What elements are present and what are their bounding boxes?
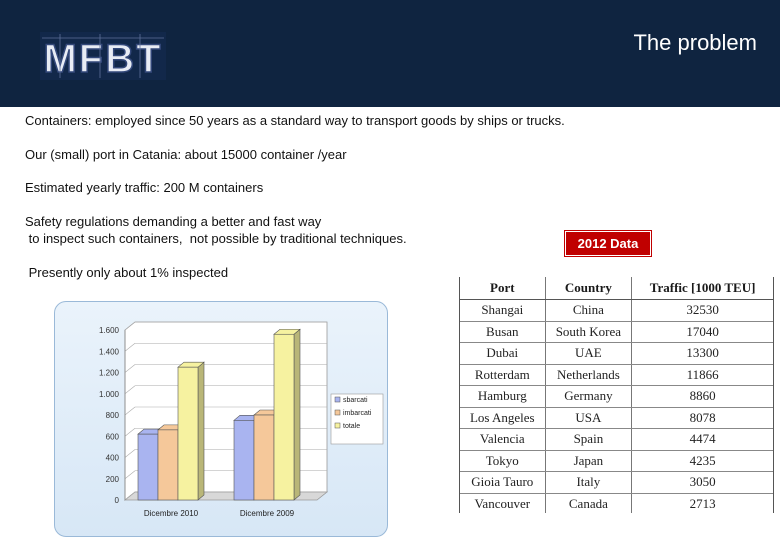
legend-label: imbarcati <box>343 410 372 417</box>
cell-port: Shangai <box>460 300 545 322</box>
cell-traffic: 4235 <box>632 450 773 472</box>
y-tick-label: 0 <box>114 496 119 505</box>
cell-port: Dubai <box>460 343 545 365</box>
text-yearly-traffic: Estimated yearly traffic: 200 M containers <box>25 180 264 195</box>
bar-totale-1 <box>274 334 294 500</box>
svg-text:MFBT: MFBT <box>43 37 163 80</box>
bar-sbarcati-1 <box>234 420 254 500</box>
cell-traffic: 13300 <box>632 343 773 365</box>
bar-sbarcati-0 <box>138 434 158 500</box>
legend-swatch <box>335 410 340 415</box>
table-row <box>460 407 773 429</box>
text-safety-regulations-2: to inspect such containers, not possible by traditional techniques. <box>25 231 407 246</box>
cell-country: USA <box>545 407 632 429</box>
slide-header <box>0 0 780 107</box>
x-category-label: Dicembre 2010 <box>143 509 199 518</box>
table-row <box>460 321 773 343</box>
y-tick-label: 400 <box>105 453 119 463</box>
table-row <box>460 300 773 322</box>
container-traffic-chart <box>54 301 388 537</box>
mfbt-logo <box>40 32 166 80</box>
text-catania-port: Our (small) port in Catania: about 15000 container /year <box>25 147 347 162</box>
text-inspected: Presently only about 1% inspected <box>25 265 229 280</box>
table-row <box>460 493 773 515</box>
cell-country: Canada <box>545 493 632 515</box>
cell-country: Spain <box>545 429 632 451</box>
slide-title: The problem <box>633 30 757 55</box>
cell-traffic: 2713 <box>632 493 773 515</box>
header-port: Port <box>460 277 545 300</box>
legend-label: sbarcati <box>343 397 368 404</box>
legend-swatch <box>335 397 340 402</box>
x-category-label: Dicembre 2009 <box>239 509 295 518</box>
cell-port: Tokyo <box>460 450 545 472</box>
cell-country: Netherlands <box>545 364 632 386</box>
cell-port: Los Angeles <box>460 407 545 429</box>
table-row <box>460 386 773 408</box>
port-traffic-table-wrap <box>459 277 774 515</box>
text-containers: Containers: employed since 50 years as a standard way to transport goods by ships or trucks. <box>25 113 565 128</box>
cell-country: Japan <box>545 450 632 472</box>
table-row <box>460 429 773 451</box>
cell-port: Hamburg <box>460 386 545 408</box>
cell-traffic: 11866 <box>632 364 773 386</box>
bar-totale-0 <box>178 367 198 500</box>
cell-traffic: 32530 <box>632 300 773 322</box>
chart-svg <box>55 302 387 536</box>
y-tick-label: 200 <box>105 474 119 484</box>
table-row <box>460 343 773 365</box>
cell-country: China <box>545 300 632 322</box>
y-tick-label: 1.400 <box>98 347 119 357</box>
cell-traffic: 8860 <box>632 386 773 408</box>
cell-traffic: 17040 <box>632 321 773 343</box>
data-year-badge: 2012 Data <box>565 231 651 256</box>
bar-imbarcati-1 <box>254 415 274 500</box>
table-header-row <box>460 277 773 300</box>
header-traffic: Traffic [1000 TEU] <box>632 277 773 300</box>
table-row <box>460 472 773 494</box>
y-tick-label: 600 <box>105 432 119 442</box>
y-tick-label: 1.000 <box>98 389 119 399</box>
port-traffic-table <box>460 277 773 515</box>
header-country: Country <box>545 277 632 300</box>
cell-traffic: 3050 <box>632 472 773 494</box>
cell-country: UAE <box>545 343 632 365</box>
cell-traffic: 4474 <box>632 429 773 451</box>
y-tick-label: 1.600 <box>98 326 119 335</box>
bar-side <box>294 329 300 500</box>
table-row <box>460 364 773 386</box>
text-safety-regulations-1: Safety regulations demanding a better and fast way <box>25 214 322 229</box>
table-cutoff <box>457 513 780 540</box>
cell-country: Italy <box>545 472 632 494</box>
table-row <box>460 450 773 472</box>
cell-country: South Korea <box>545 321 632 343</box>
cell-port: Vancouver <box>460 493 545 515</box>
legend-swatch <box>335 423 340 428</box>
cell-port: Rotterdam <box>460 364 545 386</box>
cell-traffic: 8078 <box>632 407 773 429</box>
cell-country: Germany <box>545 386 632 408</box>
cell-port: Valencia <box>460 429 545 451</box>
y-tick-label: 800 <box>105 411 119 420</box>
bar-imbarcati-0 <box>158 430 178 500</box>
legend-label: totale <box>343 423 361 430</box>
cell-port: Gioia Tauro <box>460 472 545 494</box>
bar-side <box>198 362 204 500</box>
cell-port: Busan <box>460 321 545 343</box>
y-tick-label: 1.200 <box>98 368 119 378</box>
